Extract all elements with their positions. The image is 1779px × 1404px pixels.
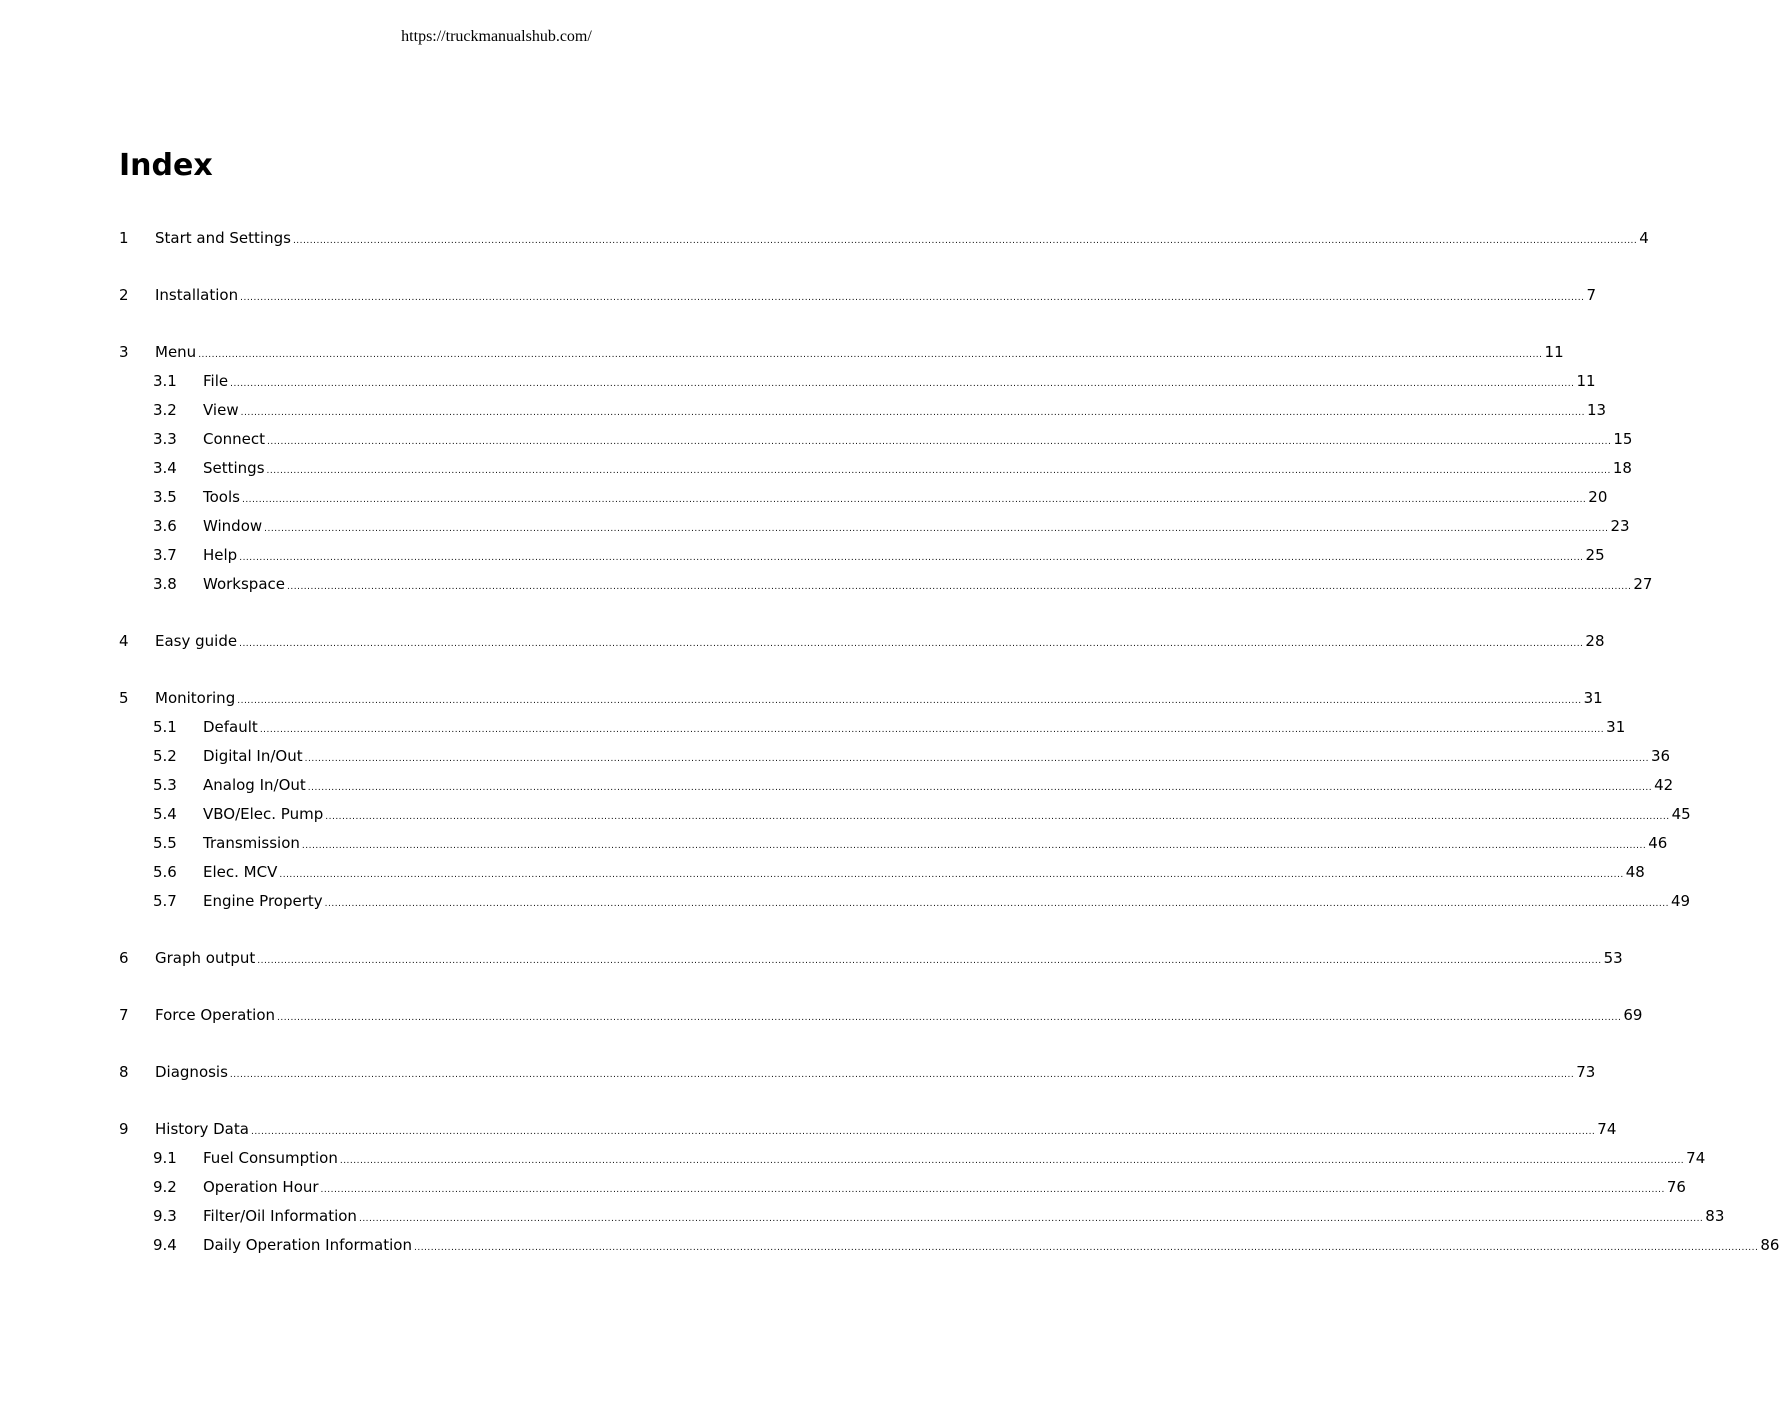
- toc-entry-page: 53: [1603, 949, 1623, 967]
- toc-entry-label: History Data: [155, 1120, 249, 1138]
- toc-entry[interactable]: [119, 1115, 1617, 1144]
- toc-dot-leader: ................................................................................................................................................................................................................................................................................................................................................................................................................: [240, 408, 1585, 418]
- toc-entry[interactable]: [119, 1144, 1706, 1173]
- toc-dot-leader: ................................................................................................................................................................................................................................................................................................................................................................................................................: [279, 870, 1624, 880]
- toc-entry-number: 5: [119, 689, 129, 707]
- toc-entry-label: Help: [203, 546, 238, 564]
- toc-entry-number: 3.2: [153, 401, 177, 419]
- toc-entry-page: 11: [1544, 343, 1564, 361]
- toc-dot-leader: ................................................................................................................................................................................................................................................................................................................................................................................................................: [320, 1185, 1665, 1195]
- toc-entry-number: 1: [119, 229, 129, 247]
- toc-dot-leader: ................................................................................................................................................................................................................................................................................................................................................................................................................: [266, 466, 1611, 476]
- toc-entry-number: 3: [119, 343, 129, 361]
- toc-dot-leader: ................................................................................................................................................................................................................................................................................................................................................................................................................: [264, 524, 1609, 534]
- toc-entry-number: 5.1: [153, 718, 177, 736]
- toc-entry-label: VBO/Elec. Pump: [203, 805, 324, 823]
- toc-entry-label: Graph output: [155, 949, 256, 967]
- toc-entry[interactable]: [119, 512, 1630, 541]
- toc-dot-leader: ................................................................................................................................................................................................................................................................................................................................................................................................................: [240, 293, 1585, 303]
- toc-dot-leader: ................................................................................................................................................................................................................................................................................................................................................................................................................: [277, 1013, 1622, 1023]
- toc-entry-label: Transmission: [203, 834, 300, 852]
- toc-entry[interactable]: [119, 627, 1605, 656]
- toc-entry-page: 28: [1585, 632, 1605, 650]
- toc-entry-page: 73: [1576, 1063, 1596, 1081]
- toc-entry-page: 27: [1633, 575, 1653, 593]
- toc-entry-page: 42: [1654, 776, 1674, 794]
- toc-dot-leader: ................................................................................................................................................................................................................................................................................................................................................................................................................: [239, 639, 1584, 649]
- toc-entry[interactable]: [119, 281, 1596, 310]
- toc-entry-page: 18: [1612, 459, 1632, 477]
- toc-entry-number: 9.2: [153, 1178, 177, 1196]
- toc-entry[interactable]: [119, 1231, 1779, 1260]
- toc-dot-leader: ................................................................................................................................................................................................................................................................................................................................................................................................................: [237, 696, 1582, 706]
- toc-entry-number: 5.2: [153, 747, 177, 765]
- toc-entry-label: Easy guide: [155, 632, 238, 650]
- toc-entry-number: 3.5: [153, 488, 177, 506]
- toc-entry[interactable]: [119, 483, 1608, 512]
- toc-entry-number: 3.1: [153, 372, 177, 390]
- toc-entry-number: 9: [119, 1120, 129, 1138]
- toc-dot-leader: ................................................................................................................................................................................................................................................................................................................................................................................................................: [358, 1214, 1704, 1224]
- toc-entry-label: File: [203, 372, 229, 390]
- toc-entry[interactable]: [119, 338, 1564, 367]
- toc-entry-number: 9.3: [153, 1207, 177, 1225]
- toc-dot-leader: ................................................................................................................................................................................................................................................................................................................................................................................................................: [287, 582, 1632, 592]
- toc-entry[interactable]: [119, 713, 1626, 742]
- toc-entry[interactable]: [119, 944, 1623, 973]
- toc-entry[interactable]: [119, 684, 1603, 713]
- toc-entry-page: 25: [1585, 546, 1605, 564]
- toc-entry-page: 69: [1623, 1006, 1643, 1024]
- toc-entry-page: 31: [1606, 718, 1626, 736]
- toc-entry-number: 3.6: [153, 517, 177, 535]
- table-of-contents: [119, 224, 1779, 1260]
- toc-dot-leader: ................................................................................................................................................................................................................................................................................................................................................................................................................: [292, 236, 1638, 246]
- toc-entry-page: 11: [1576, 372, 1596, 390]
- toc-entry-page: 20: [1588, 488, 1608, 506]
- toc-entry-label: Default: [203, 718, 258, 736]
- toc-entry-number: 5.3: [153, 776, 177, 794]
- toc-entry[interactable]: [119, 829, 1668, 858]
- toc-entry[interactable]: [119, 541, 1605, 570]
- toc-dot-leader: ................................................................................................................................................................................................................................................................................................................................................................................................................: [339, 1156, 1685, 1166]
- toc-entry-page: 74: [1686, 1149, 1706, 1167]
- toc-entry[interactable]: [119, 771, 1674, 800]
- toc-entry-number: 3.7: [153, 546, 177, 564]
- toc-entry-label: Digital In/Out: [203, 747, 303, 765]
- toc-entry[interactable]: [119, 800, 1691, 829]
- toc-entry-page: 36: [1650, 747, 1671, 765]
- toc-dot-leader: ................................................................................................................................................................................................................................................................................................................................................................................................................: [267, 437, 1612, 447]
- toc-entry[interactable]: [119, 1001, 1643, 1030]
- toc-entry-number: 7: [119, 1006, 129, 1024]
- toc-entry[interactable]: [119, 1173, 1686, 1202]
- toc-entry-page: 15: [1613, 430, 1633, 448]
- toc-entry-number: 4: [119, 632, 129, 650]
- toc-entry-page: 48: [1625, 863, 1645, 881]
- toc-entry-number: 6: [119, 949, 129, 967]
- toc-dot-leader: ................................................................................................................................................................................................................................................................................................................................................................................................................: [241, 495, 1587, 505]
- toc-entry-page: 76: [1666, 1178, 1686, 1196]
- toc-entry-page: 46: [1648, 834, 1668, 852]
- toc-dot-leader: ................................................................................................................................................................................................................................................................................................................................................................................................................: [413, 1243, 1759, 1253]
- toc-dot-leader: ................................................................................................................................................................................................................................................................................................................................................................................................................: [324, 899, 1669, 909]
- toc-entry-page: 45: [1671, 805, 1691, 823]
- toc-entry-label: Window: [203, 517, 263, 535]
- toc-entry-label: Tools: [203, 488, 240, 506]
- toc-entry[interactable]: [119, 742, 1671, 771]
- toc-dot-leader: ................................................................................................................................................................................................................................................................................................................................................................................................................: [257, 956, 1602, 966]
- toc-dot-leader: ................................................................................................................................................................................................................................................................................................................................................................................................................: [198, 350, 1543, 360]
- toc-entry[interactable]: [119, 367, 1596, 396]
- toc-entry-label: Force Operation: [155, 1006, 275, 1024]
- toc-dot-leader: ................................................................................................................................................................................................................................................................................................................................................................................................................: [307, 783, 1653, 793]
- toc-entry-label: Monitoring: [155, 689, 236, 707]
- toc-entry-label: Start and Settings: [155, 229, 291, 247]
- toc-entry-label: Engine Property: [203, 892, 323, 910]
- toc-entry-page: 86: [1760, 1236, 1779, 1254]
- toc-dot-leader: ................................................................................................................................................................................................................................................................................................................................................................................................................: [259, 725, 1605, 735]
- toc-dot-leader: ................................................................................................................................................................................................................................................................................................................................................................................................................: [304, 754, 1649, 764]
- toc-entry-label: Workspace: [203, 575, 285, 593]
- toc-entry-page: 7: [1586, 286, 1596, 304]
- toc-entry[interactable]: [119, 396, 1607, 425]
- toc-entry-page: 13: [1586, 401, 1607, 419]
- page-title: Index: [119, 148, 213, 183]
- toc-entry-label: Settings: [203, 459, 265, 477]
- toc-entry-page: 74: [1597, 1120, 1617, 1138]
- toc-entry-label: Analog In/Out: [203, 776, 306, 794]
- toc-entry-number: 2: [119, 286, 129, 304]
- toc-entry[interactable]: [119, 1202, 1725, 1231]
- toc-entry-number: 9.4: [153, 1236, 177, 1254]
- toc-entry-label: Daily Operation Information: [203, 1236, 412, 1254]
- toc-entry-number: 5.7: [153, 892, 177, 910]
- toc-entry-page: 83: [1705, 1207, 1725, 1225]
- toc-entry-label: Elec. MCV: [203, 863, 278, 881]
- toc-dot-leader: ................................................................................................................................................................................................................................................................................................................................................................................................................: [230, 379, 1575, 389]
- toc-dot-leader: ................................................................................................................................................................................................................................................................................................................................................................................................................: [301, 841, 1647, 851]
- toc-entry-number: 5.4: [153, 805, 177, 823]
- toc-entry-page: 4: [1639, 229, 1649, 247]
- toc-entry-label: Fuel Consumption: [203, 1149, 338, 1167]
- toc-entry-number: 3.3: [153, 430, 177, 448]
- toc-entry-number: 3.8: [153, 575, 177, 593]
- toc-dot-leader: ................................................................................................................................................................................................................................................................................................................................................................................................................: [250, 1127, 1596, 1137]
- toc-entry[interactable]: [119, 1058, 1596, 1087]
- toc-entry-number: 3.4: [153, 459, 177, 477]
- toc-entry[interactable]: [119, 224, 1649, 253]
- toc-dot-leader: ................................................................................................................................................................................................................................................................................................................................................................................................................: [229, 1070, 1575, 1080]
- toc-entry[interactable]: [119, 454, 1632, 483]
- toc-entry[interactable]: [119, 887, 1691, 916]
- toc-entry-number: 5.6: [153, 863, 177, 881]
- toc-entry-number: 8: [119, 1063, 129, 1081]
- toc-entry-page: 23: [1610, 517, 1630, 535]
- toc-entry-number: 9.1: [153, 1149, 177, 1167]
- toc-entry-label: View: [203, 401, 239, 419]
- toc-entry-label: Diagnosis: [155, 1063, 228, 1081]
- toc-entry[interactable]: [119, 570, 1653, 599]
- toc-entry-page: 49: [1671, 892, 1691, 910]
- toc-entry-label: Menu: [155, 343, 197, 361]
- toc-entry[interactable]: [119, 425, 1633, 454]
- toc-entry-label: Operation Hour: [203, 1178, 319, 1196]
- toc-entry-label: Filter/Oil Information: [203, 1207, 357, 1225]
- toc-dot-leader: ................................................................................................................................................................................................................................................................................................................................................................................................................: [325, 812, 1670, 822]
- toc-entry-page: 31: [1583, 689, 1603, 707]
- toc-entry-label: Connect: [203, 430, 266, 448]
- toc-entry[interactable]: [119, 858, 1645, 887]
- toc-dot-leader: ................................................................................................................................................................................................................................................................................................................................................................................................................: [239, 553, 1584, 563]
- header-url[interactable]: https://truckmanualshub.com/: [401, 28, 592, 45]
- toc-entry-number: 5.5: [153, 834, 177, 852]
- toc-entry-label: Installation: [155, 286, 239, 304]
